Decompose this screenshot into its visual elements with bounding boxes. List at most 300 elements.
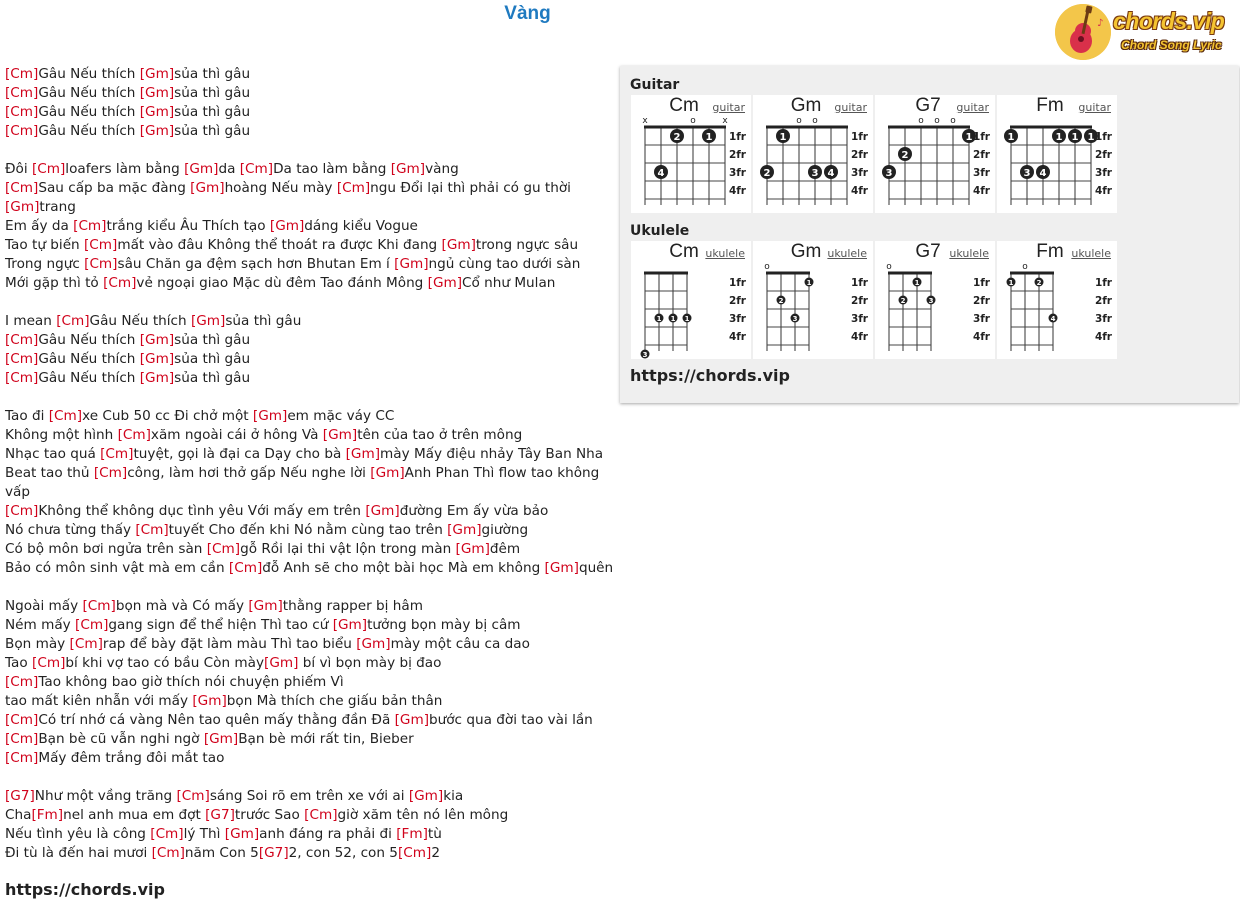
lyric-line xyxy=(5,426,605,445)
svg-text:4fr: 4fr xyxy=(728,185,746,197)
fretboard-diagram xyxy=(875,95,995,213)
svg-text:4fr: 4fr xyxy=(1094,185,1112,197)
svg-text:1: 1 xyxy=(705,132,713,143)
fretboard-diagram xyxy=(997,95,1117,213)
lyric-line xyxy=(5,825,605,844)
logo-tagline: Chord Song Lyric xyxy=(1121,38,1222,52)
chord-card-guitar-fm[interactable] xyxy=(997,95,1117,213)
chord-tag[interactable]: [Gm] xyxy=(390,161,426,177)
lyric-line xyxy=(5,65,605,84)
lyric-line xyxy=(5,768,605,787)
chord-tag[interactable]: [Gm] xyxy=(345,446,380,462)
lyric-text: sáng Soi rõ em trên xe với ai xyxy=(209,788,409,804)
chord-tag[interactable]: [Cm] xyxy=(5,123,39,139)
chord-tag[interactable]: [Gm] xyxy=(427,275,463,291)
lyric-text: tuyết Cho đến khi Nó nằm cùng tao trên xyxy=(168,522,448,538)
lyric-text: năm Con 5 xyxy=(184,845,259,861)
chord-tag[interactable]: [Cm] xyxy=(103,275,137,291)
lyric-text: sủa thì gâu xyxy=(174,104,251,120)
instrument-link[interactable]: ukulele xyxy=(827,247,867,260)
lyric-text: Tao tự biến xyxy=(5,237,84,253)
svg-text:3: 3 xyxy=(642,351,648,359)
footer-link[interactable]: https://chords.vip xyxy=(5,880,165,899)
chord-tag[interactable]: [Cm] xyxy=(304,807,338,823)
lyric-line xyxy=(5,654,605,673)
chord-tag[interactable]: [Cm] xyxy=(31,161,66,177)
chord-name: Fm xyxy=(1036,95,1064,116)
chord-tag[interactable]: [Gm] xyxy=(322,427,358,443)
chord-tag[interactable]: [Cm] xyxy=(176,788,210,804)
svg-text:1: 1 xyxy=(656,315,662,323)
chord-tag[interactable]: [Gm] xyxy=(455,541,490,557)
chord-tag[interactable]: [Cm] xyxy=(32,655,66,671)
lyric-line xyxy=(5,255,605,274)
svg-text:o: o xyxy=(764,262,770,272)
chord-tag[interactable]: [Cm] xyxy=(5,180,39,196)
svg-text:4: 4 xyxy=(1039,168,1047,179)
lyric-line xyxy=(5,445,605,464)
lyric-text: Không thể không dục tình yêu Với mấy em trên xyxy=(38,503,366,519)
lyric-text: Nó chưa từng thấy xyxy=(5,522,136,538)
lyric-line xyxy=(5,198,605,217)
lyric-line xyxy=(5,711,605,730)
chord-tag[interactable]: [Gm] xyxy=(203,731,239,747)
lyric-text: Beat tao thủ xyxy=(5,465,94,481)
svg-text:o: o xyxy=(934,116,940,126)
fretboard-diagram xyxy=(631,95,751,213)
chord-tag[interactable]: [G7] xyxy=(205,807,235,823)
lyric-text: Mới gặp thì tỏ xyxy=(5,275,104,291)
svg-text:o: o xyxy=(950,116,956,126)
ukulele-section-label: Ukulele xyxy=(630,223,690,239)
lyric-text: thằng rapper bị hâm xyxy=(282,598,423,614)
lyric-line xyxy=(5,464,605,502)
chord-name: G7 xyxy=(915,95,941,116)
lyric-text: bọn Mà thích che giấu bản thân xyxy=(226,693,443,709)
lyric-line xyxy=(5,616,605,635)
svg-text:2fr: 2fr xyxy=(972,149,990,161)
chord-tag[interactable]: [Cm] xyxy=(82,598,116,614)
lyric-line xyxy=(5,597,605,616)
chord-tag[interactable]: [Cm] xyxy=(151,845,185,861)
lyric-line xyxy=(5,84,605,103)
chord-tag[interactable]: [Cm] xyxy=(5,370,39,386)
svg-text:2fr: 2fr xyxy=(1094,149,1112,161)
chord-tag[interactable]: [Gm] xyxy=(184,161,219,177)
lyrics-body xyxy=(5,65,614,863)
lyric-text: Anh Phan Thì flow tao không vấp xyxy=(5,465,600,500)
chord-tag[interactable]: [Cm] xyxy=(5,351,39,367)
svg-text:o: o xyxy=(1022,262,1028,272)
svg-text:1fr: 1fr xyxy=(972,131,990,143)
chord-tag[interactable]: [Cm] xyxy=(239,161,274,177)
chord-tag[interactable]: [Cm] xyxy=(69,636,103,652)
lyric-text: Gâu Nếu thích xyxy=(38,104,140,120)
lyric-text: 2, con 52, con 5 xyxy=(288,845,398,861)
lyric-line xyxy=(5,787,605,806)
chord-card-guitar-cm[interactable] xyxy=(631,95,751,213)
song-title: Vàng xyxy=(504,3,551,24)
lyric-line xyxy=(5,559,614,578)
chord-card-guitar-g7[interactable] xyxy=(875,95,995,213)
chord-card-ukulele-g7[interactable] xyxy=(875,241,995,359)
svg-text:3fr: 3fr xyxy=(850,167,868,179)
chord-tag[interactable]: [Gm] xyxy=(190,180,225,196)
lyric-text: rap để bày đặt làm màu Thì tao biểu xyxy=(102,636,357,652)
svg-text:4fr: 4fr xyxy=(972,331,990,343)
lyric-text: mày Mấy điệu nhảy Tây Ban Nha xyxy=(380,446,604,462)
svg-text:3: 3 xyxy=(885,168,893,179)
svg-text:2: 2 xyxy=(900,297,906,305)
lyric-text: quên xyxy=(578,560,614,576)
chord-tag[interactable]: [Gm] xyxy=(139,332,175,348)
guitar-logo-icon xyxy=(1055,4,1111,60)
svg-text:2: 2 xyxy=(1036,279,1042,287)
chord-name: Gm xyxy=(790,95,822,116)
fretboard-diagram xyxy=(753,241,873,359)
lyric-text: Cha xyxy=(5,807,32,823)
chord-tag[interactable]: [Cm] xyxy=(5,66,39,82)
chord-tag[interactable]: [Cm] xyxy=(5,712,39,728)
lyric-text: tên của tao ở trên mông xyxy=(357,427,523,443)
lyric-text: Ném mấy xyxy=(5,617,76,633)
lyric-line xyxy=(5,388,605,407)
lyric-text: Gâu Nếu thích xyxy=(38,332,140,348)
lyric-text: Có trí nhớ cá vàng Nên tao quên mấy thằng đần Đã xyxy=(38,712,395,728)
chord-tag[interactable]: [Gm] xyxy=(139,66,175,82)
svg-text:1: 1 xyxy=(684,315,690,323)
chord-tag[interactable]: [Gm] xyxy=(192,693,227,709)
chord-tag[interactable]: [Cm] xyxy=(75,617,109,633)
svg-text:4: 4 xyxy=(1050,315,1056,323)
lyric-text: nel anh mua em đợt xyxy=(63,807,206,823)
lyric-line xyxy=(5,312,605,331)
svg-text:4: 4 xyxy=(827,168,835,179)
lyric-text: bọn mà và Có mấy xyxy=(115,598,249,614)
svg-text:4fr: 4fr xyxy=(850,331,868,343)
lyric-text: sủa thì gâu xyxy=(174,85,251,101)
svg-text:3fr: 3fr xyxy=(850,313,868,325)
lyric-text: xe Cub 50 cc Đi chở một xyxy=(82,408,253,424)
lyric-text: Gâu Nếu thích xyxy=(38,351,140,367)
lyric-text: Tao xyxy=(5,655,33,671)
lyric-text: tuyệt, gọi là đại ca Dạy cho bà xyxy=(133,446,346,462)
chord-tag[interactable]: [Gm] xyxy=(356,636,391,652)
svg-text:3: 3 xyxy=(1023,168,1031,179)
chord-tag[interactable]: [Gm] xyxy=(248,598,283,614)
chord-tag[interactable]: [Cm] xyxy=(48,408,83,424)
chord-tag[interactable]: [Cm] xyxy=(93,465,128,481)
chord-diagram-panel xyxy=(620,66,1239,403)
lyric-text: loafers làm bằng xyxy=(65,161,185,177)
lyric-text: Sau cấp ba mặc đàng xyxy=(38,180,191,196)
chord-tag[interactable]: [Cm] xyxy=(84,256,118,272)
fretboard-diagram xyxy=(753,95,873,213)
svg-text:1fr: 1fr xyxy=(850,277,868,289)
svg-text:3: 3 xyxy=(811,168,819,179)
lyric-text: xăm ngoài cái ở hông Và xyxy=(150,427,323,443)
chord-tag[interactable]: [Gm] xyxy=(5,199,40,215)
chord-tag[interactable]: [Cm] xyxy=(100,446,134,462)
lyric-text: Trong ngực xyxy=(5,256,85,272)
lyric-text: Nhạc tao quá xyxy=(5,446,101,462)
svg-text:2: 2 xyxy=(778,297,784,305)
chord-tag[interactable]: [Cm] xyxy=(5,332,39,348)
lyric-text: trang xyxy=(39,199,76,215)
fretboard-diagram xyxy=(997,241,1117,359)
site-logo[interactable] xyxy=(1053,2,1240,64)
lyric-text: Cổ như Mulan xyxy=(462,275,556,291)
lyric-text: Mấy đêm trắng đôi mắt tao xyxy=(38,750,225,766)
chord-tag[interactable]: [Gm] xyxy=(441,237,476,253)
svg-text:4fr: 4fr xyxy=(972,185,990,197)
lyric-text: gang sign để thể hiện Thì tao cứ xyxy=(108,617,333,633)
svg-text:o: o xyxy=(886,262,892,272)
svg-text:4fr: 4fr xyxy=(728,331,746,343)
lyric-line xyxy=(5,806,605,825)
svg-text:2fr: 2fr xyxy=(1094,295,1112,307)
chord-tag[interactable]: [Gm] xyxy=(544,560,579,576)
lyric-text: Như một vầng trăng xyxy=(34,788,177,804)
lyric-text: mày một câu ca dao xyxy=(390,636,530,652)
svg-text:1fr: 1fr xyxy=(1094,277,1112,289)
lyric-text: bí vì bọn mày bị đao xyxy=(298,655,442,671)
chord-tag[interactable]: [Gm] xyxy=(370,465,405,481)
guitar-section-label: Guitar xyxy=(630,77,680,93)
svg-text:1: 1 xyxy=(1008,279,1014,287)
svg-text:2fr: 2fr xyxy=(972,295,990,307)
lyric-text: dáng kiểu Vogue xyxy=(304,218,418,234)
lyric-text: 2 xyxy=(431,845,440,861)
lyric-text: bí khi vợ tao có bầu Còn mày xyxy=(65,655,265,671)
chord-name: Cm xyxy=(669,95,699,116)
lyric-text: Gâu Nếu thích xyxy=(38,66,140,82)
svg-text:1: 1 xyxy=(1071,132,1079,143)
lyric-text: Gâu Nếu thích xyxy=(89,313,191,329)
svg-text:3fr: 3fr xyxy=(972,167,990,179)
svg-text:1fr: 1fr xyxy=(728,131,746,143)
lyric-text: ngu Đổi lại thì phải có gu thời xyxy=(370,180,571,196)
chord-tag[interactable]: [Cm] xyxy=(84,237,118,253)
chord-tag[interactable]: [Gm] xyxy=(139,351,175,367)
chord-tag[interactable]: [Cm] xyxy=(397,845,432,861)
svg-text:1: 1 xyxy=(965,132,973,143)
svg-text:3fr: 3fr xyxy=(728,167,746,179)
chord-tag[interactable]: [Gm] xyxy=(139,370,175,386)
chord-tag[interactable]: [Cm] xyxy=(150,826,184,842)
lyric-text: Nếu tình yêu là công xyxy=(5,826,151,842)
lyric-text: trước Sao xyxy=(234,807,305,823)
lyric-line xyxy=(5,692,605,711)
lyric-text: tù xyxy=(427,826,442,842)
chord-card-ukulele-fm[interactable] xyxy=(997,241,1117,359)
chord-tag[interactable]: [Gm] xyxy=(394,256,429,272)
fretboard-diagram xyxy=(875,241,995,359)
svg-text:3: 3 xyxy=(792,315,798,323)
svg-text:4: 4 xyxy=(657,168,665,179)
lyric-text: sủa thì gâu xyxy=(174,123,251,139)
svg-text:3fr: 3fr xyxy=(728,313,746,325)
lyric-text: kia xyxy=(443,788,464,804)
lyric-text: sủa thì gâu xyxy=(174,370,251,386)
instrument-link[interactable]: guitar xyxy=(1078,101,1111,114)
svg-text:3fr: 3fr xyxy=(1094,167,1112,179)
chord-tag[interactable]: [Fm] xyxy=(396,826,428,842)
svg-text:1: 1 xyxy=(1007,132,1015,143)
lyric-text: Gâu Nếu thích xyxy=(38,85,140,101)
chord-tag[interactable]: [Cm] xyxy=(73,218,107,234)
lyric-text: Em ấy da xyxy=(5,218,74,234)
lyric-text: Da tao làm bằng xyxy=(273,161,391,177)
lyric-text: Đi tù là đến hai mươi xyxy=(5,845,152,861)
svg-text:4fr: 4fr xyxy=(1094,331,1112,343)
lyric-text: da xyxy=(218,161,240,177)
chord-tag[interactable]: [Gm] xyxy=(269,218,305,234)
lyric-line xyxy=(5,103,605,122)
lyric-text: ngủ cùng tao dưới sàn xyxy=(428,256,581,272)
lyric-line xyxy=(5,502,605,521)
instrument-link[interactable]: guitar xyxy=(834,101,867,114)
lyric-text: đường Em ấy vừa bảo xyxy=(399,503,549,519)
chord-tag[interactable]: [Gm] xyxy=(408,788,444,804)
svg-text:1fr: 1fr xyxy=(972,277,990,289)
lyric-text: sủa thì gâu xyxy=(225,313,302,329)
chord-name: Gm xyxy=(790,241,822,262)
lyric-text: Tao không bao giờ thích nói chuyện phiếm Vì xyxy=(38,674,344,690)
chord-tag[interactable]: [G7] xyxy=(5,788,35,804)
instrument-link[interactable]: guitar xyxy=(712,101,745,114)
svg-text:2fr: 2fr xyxy=(728,149,746,161)
chord-tag[interactable]: [G7] xyxy=(258,845,289,861)
svg-text:3: 3 xyxy=(928,297,934,305)
lyric-text: tao mất kiên nhẫn với mấy xyxy=(5,693,193,709)
chord-tag[interactable]: [Gm] xyxy=(190,313,226,329)
lyric-text: công, làm hơi thở gấp Nếu nghe lời xyxy=(127,465,371,481)
lyric-line xyxy=(5,160,605,179)
chord-card-ukulele-cm[interactable] xyxy=(631,241,751,359)
lyric-text: sâu Chăn ga đệm sạch hơn Bhutan Em í xyxy=(117,256,395,272)
lyric-line xyxy=(5,369,605,388)
svg-text:o: o xyxy=(690,116,696,126)
chord-tag[interactable]: [Gm] xyxy=(252,408,288,424)
chord-tag[interactable]: [Cm] xyxy=(228,560,263,576)
chord-tag[interactable]: [Gm] xyxy=(224,826,260,842)
lyric-text: sủa thì gâu xyxy=(174,351,251,367)
lyric-text: em mặc váy CC xyxy=(287,408,395,424)
chord-tag[interactable]: [Cm] xyxy=(117,427,151,443)
lyric-text: bước qua đời tao vài lần xyxy=(429,712,593,728)
lyric-text: vàng xyxy=(425,161,459,177)
lyric-text: lý Thì xyxy=(183,826,225,842)
svg-text:o: o xyxy=(796,116,802,126)
chord-name: G7 xyxy=(915,241,941,262)
chord-tag[interactable]: [Cm] xyxy=(5,503,39,519)
chord-name: Cm xyxy=(669,241,699,262)
lyric-text: Gâu Nếu thích xyxy=(38,123,140,139)
lyric-line xyxy=(5,122,605,141)
chord-tag[interactable]: [Gm] xyxy=(139,104,175,120)
chord-tag[interactable]: [Cm] xyxy=(5,731,39,747)
chord-tag[interactable]: [Gm] xyxy=(139,85,175,101)
instrument-link[interactable]: ukulele xyxy=(949,247,989,260)
instrument-link[interactable]: ukulele xyxy=(705,247,745,260)
chord-tag[interactable]: [Gm] xyxy=(365,503,400,519)
logo-name: chords.vip xyxy=(1113,8,1225,34)
chord-tag[interactable]: [Gm] xyxy=(332,617,368,633)
chord-tag[interactable]: [Gm] xyxy=(394,712,429,728)
svg-text:1: 1 xyxy=(1055,132,1063,143)
panel-link[interactable]: https://chords.vip xyxy=(630,366,790,385)
lyric-text: Đôi xyxy=(5,161,32,177)
lyric-text: giường xyxy=(481,522,529,538)
lyric-text: giờ xăm tên nó lên mông xyxy=(337,807,509,823)
lyric-text: trong ngực sâu xyxy=(475,237,579,253)
instrument-link[interactable]: guitar xyxy=(956,101,989,114)
lyric-line xyxy=(5,350,605,369)
chord-tag[interactable]: [Cm] xyxy=(135,522,169,538)
svg-text:1: 1 xyxy=(914,279,920,287)
svg-text:2fr: 2fr xyxy=(728,295,746,307)
svg-text:x: x xyxy=(642,116,648,126)
chord-tag[interactable]: [Cm] xyxy=(336,180,371,196)
chord-tag[interactable]: [Fm] xyxy=(31,807,64,823)
lyric-text: anh đáng ra phải đi xyxy=(259,826,397,842)
chord-card-ukulele-gm[interactable] xyxy=(753,241,873,359)
chord-tag[interactable]: [Cm] xyxy=(5,674,39,690)
chord-tag[interactable]: [Gm] xyxy=(447,522,482,538)
lyric-line xyxy=(5,844,605,863)
lyric-text: I mean xyxy=(5,313,57,329)
chord-tag[interactable]: [Cm] xyxy=(5,750,39,766)
chord-tag[interactable]: [Cm] xyxy=(56,313,90,329)
svg-text:3fr: 3fr xyxy=(1094,313,1112,325)
lyric-text: Bọn mày xyxy=(5,636,70,652)
lyric-text: sủa thì gâu xyxy=(174,66,251,82)
lyric-text: Ngoài mấy xyxy=(5,598,83,614)
lyric-text: vẻ ngoại giao Mặc dù đêm Tao đánh Mông xyxy=(136,275,428,291)
svg-text:1: 1 xyxy=(1087,132,1095,143)
chord-tag[interactable]: [Cm] xyxy=(5,104,39,120)
lyric-line xyxy=(5,521,605,540)
svg-text:1fr: 1fr xyxy=(728,277,746,289)
lyric-text: Có bộ môn bơi ngửa trên sàn xyxy=(5,541,207,557)
lyric-line xyxy=(5,331,605,350)
lyric-line xyxy=(5,578,605,597)
svg-text:1: 1 xyxy=(670,315,676,323)
svg-text:1: 1 xyxy=(779,132,787,143)
svg-text:2: 2 xyxy=(763,168,771,179)
instrument-link[interactable]: ukulele xyxy=(1071,247,1111,260)
chord-tag[interactable]: [Cm] xyxy=(5,85,39,101)
lyric-line xyxy=(5,274,605,293)
chord-tag[interactable]: [Gm] xyxy=(139,123,175,139)
lyric-line xyxy=(5,179,605,198)
chord-card-guitar-gm[interactable] xyxy=(753,95,873,213)
chord-tag[interactable]: [Cm] xyxy=(206,541,241,557)
svg-text:2fr: 2fr xyxy=(850,149,868,161)
chord-tag[interactable]: [Gm] xyxy=(264,655,299,671)
lyric-text: Không một hình xyxy=(5,427,118,443)
svg-text:o: o xyxy=(812,116,818,126)
lyric-text: hoàng Nếu mày xyxy=(224,180,337,196)
lyric-line xyxy=(5,540,605,559)
lyric-line xyxy=(5,236,605,255)
chord-name: Fm xyxy=(1036,241,1064,262)
lyric-text: mất vào đâu Không thể thoát ra được Khi đang xyxy=(117,237,442,253)
lyric-text: sủa thì gâu xyxy=(174,332,251,348)
lyric-text: đỗ Anh sẽ cho một bài học Mà em không xyxy=(262,560,545,576)
lyric-line xyxy=(5,673,605,692)
